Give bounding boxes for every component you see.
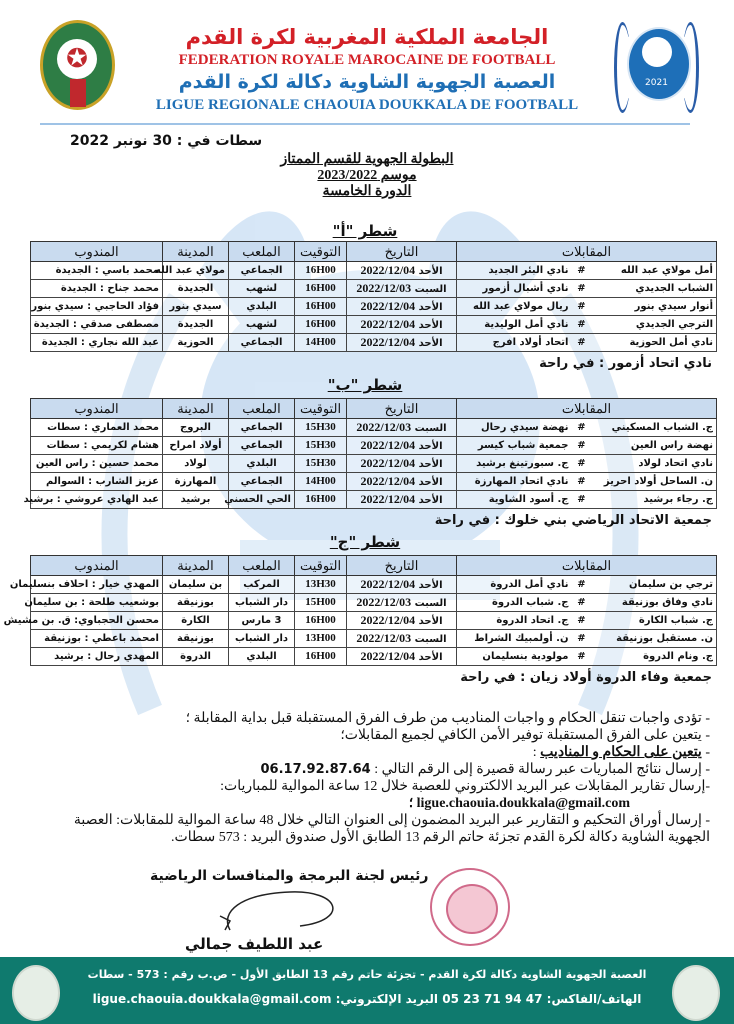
column-header-delegate: المندوب [31,242,163,262]
column-header-delegate: المندوب [31,556,163,576]
match-date [347,419,457,437]
match-time: 16H00 [295,491,347,509]
home-team: أنوار سيدي بنور [592,298,717,316]
match-date [347,298,457,316]
match-day: الأحد [418,476,443,488]
note-6: - إرسال أوراق التحكيم و التقارير عبر البريد المضمون إلى العنوان التالي خلال 48 ساعة الموالية للمقابلات: العصبة الجهوية الشاوية دكالة لكرة القدم تجزئة حاتم الرقم 13 الطابق الأول صندوق البريد : 573 سطات. [73,813,710,845]
home-team: نادي اتحاد لولاد [592,455,717,473]
column-header-date: التاريخ [347,556,457,576]
column-header-time: التوقيت [295,399,347,419]
home-team: أمل مولاي عبد الله [592,262,717,280]
column-header-stadium: الملعب [229,556,295,576]
season-title: موسم 2023/2022 [317,168,417,183]
match-date [347,473,457,491]
versus-separator: # [572,419,592,437]
versus-separator: # [572,316,592,334]
match-city: مولاي عبد الله [163,262,229,280]
home-team: ج. الشباب المسكيني [592,419,717,437]
home-team: نادي أمل الحوزية [592,334,717,352]
match-time: 16H00 [295,280,347,298]
table-row [31,419,717,437]
match-stadium: لشهب [229,280,295,298]
table-row [31,298,717,316]
column-header-date: التاريخ [347,242,457,262]
match-city: البروج [163,419,229,437]
match-delegate: بوشعيب طلحة : بن سليمان [31,594,163,612]
match-stadium: دار الشباب [229,594,295,612]
away-team: نهضة سيدي رحال [457,419,572,437]
match-date-value: 2022/12/04 [360,473,416,488]
document-header [0,0,734,125]
match-stadium: الجماعي [229,419,295,437]
table-row [31,648,717,666]
footer-logo-right [672,965,720,1021]
match-delegate: فؤاد الحاجبي : سيدي بنور [31,298,163,316]
match-date-value: 2022/12/04 [360,612,416,627]
match-stadium: الحي الحسني [229,491,295,509]
match-city: سيدي بنور [163,298,229,316]
note-3: - يتعين على الحكام و المناديب : [532,745,710,760]
table-row [31,437,717,455]
column-header-matches: المقابلات [457,556,717,576]
table-row [31,612,717,630]
column-header-delegate: المندوب [31,399,163,419]
match-time: 16H00 [295,648,347,666]
match-day: السبت [414,633,447,645]
match-day: الأحد [418,440,443,452]
note-2: - يتعين على الفرق المستقبلة توفير الأمن الكافي لجميع المقابلات؛ [340,728,710,743]
versus-separator: # [572,262,592,280]
table-row [31,262,717,280]
match-stadium: الجماعي [229,262,295,280]
match-delegate: عزيز الشارب : السوالم [31,473,163,491]
group-title: شطر "ج" [329,533,401,551]
home-team: ن. مستقبل بوزنيقة [592,630,717,648]
match-city: الدروة [163,648,229,666]
schedule-table [3,555,717,666]
header-divider [40,123,690,125]
versus-separator: # [572,630,592,648]
footer-address: العصبة الجهوية الشاوية دكالة لكرة القدم - تجزئة حاتم رقم 13 الطابق الأول - ص.ب رقم : 573 - سطات [87,968,647,981]
match-day: الأحد [418,579,443,591]
versus-separator: # [572,280,592,298]
document-date: سطات في : 30 نونبر 2022 [70,133,263,149]
away-team: ن. أولمبيك الشراط [457,630,572,648]
match-city: الكارة [163,612,229,630]
star-icon: ✪ [66,44,88,74]
match-date-value: 2022/12/03 [356,594,412,609]
match-day: الأحد [418,651,443,663]
match-delegate: محمد باسي : الجديدة [31,262,163,280]
home-team: الشباب الجديدي [592,280,717,298]
match-city: أولاد امراح [163,437,229,455]
match-time: 15H00 [295,594,347,612]
match-stadium: البلدي [229,298,295,316]
home-team: ترجي بن سليمان [592,576,717,594]
match-time: 16H00 [295,298,347,316]
match-date-value: 2022/12/03 [356,280,412,295]
away-team: مولودية بنسليمان [457,648,572,666]
match-date [347,316,457,334]
document-footer [0,957,734,1024]
schedule-table [30,241,717,352]
table-row [31,630,717,648]
resting-team: نادي اتحاد أزمور : في راحة [539,356,712,371]
match-delegate: محمد حسين : راس العين [31,455,163,473]
table-header-row [31,242,717,262]
results-phone: 06.17.92.87.64 [260,762,371,777]
table-row [31,316,717,334]
column-header-matches: المقابلات [457,399,717,419]
match-time: 13H30 [295,576,347,594]
versus-separator: # [572,455,592,473]
away-team: اتحاد أولاد افرج [457,334,572,352]
column-header-matches: المقابلات [457,242,717,262]
match-time: 14H00 [295,334,347,352]
match-date [347,280,457,298]
document-titles [0,152,734,200]
versus-separator: # [572,576,592,594]
match-stadium: البلدي [229,455,295,473]
match-delegate: امحمد باعطي : بوزنيقة [31,630,163,648]
match-delegate: مصطفى صدقي : الجديدة [31,316,163,334]
home-team: ج. رجاء برشيد [592,491,717,509]
match-date [347,437,457,455]
table-row [31,491,717,509]
league-title-french: LIGUE REGIONALE CHAOUIA DOUKKALA DE FOOTBALL [155,97,579,113]
group-title: شطر "أ" [332,222,398,240]
match-time: 16H00 [295,612,347,630]
away-team: جمعية شباب كيسر [457,437,572,455]
match-delegate: عبد الهادي عروشي : برشيد [31,491,163,509]
away-team: نادي أمل الدروة [457,576,572,594]
table-row [31,473,717,491]
match-date [347,648,457,666]
match-date-value: 2022/12/04 [360,298,416,313]
match-city: لولاد [163,455,229,473]
match-time: 16H00 [295,262,347,280]
match-date [347,630,457,648]
match-day: السبت [414,597,447,609]
home-team: نادي وفاق بوزنيقة [592,594,717,612]
away-team: نادي أشبال أزمور [457,280,572,298]
match-stadium: الجماعي [229,437,295,455]
column-header-date: التاريخ [347,399,457,419]
match-time: 15H30 [295,437,347,455]
column-header-city: المدينة [163,242,229,262]
column-header-city: المدينة [163,556,229,576]
table-row [31,455,717,473]
match-day: الأحد [418,615,443,627]
match-stadium: الجماعي [229,473,295,491]
resting-team: جمعية وفاء الدروة أولاد زيان : في راحة [460,670,712,685]
match-date [347,491,457,509]
match-date [347,612,457,630]
versus-separator: # [572,491,592,509]
column-header-time: التوقيت [295,556,347,576]
match-delegate: محمد العماري : سطات [31,419,163,437]
note-5: -إرسال تقارير المقابلات عبر البريد الالكتروني للعصبة خلال 12 ساعة الموالية للمباريات: [220,779,710,794]
table-row [31,280,717,298]
federation-title-french: FEDERATION ROYALE MAROCAINE DE FOOTBALL [178,52,556,68]
home-team: ج. شباب الكارة [592,612,717,630]
table-header-row [31,556,717,576]
match-city: الجديدة [163,316,229,334]
home-team: ن. الساحل أولاد احريز [592,473,717,491]
home-team: الترجي الجديدي [592,316,717,334]
match-time: 16H00 [295,316,347,334]
match-time: 14H00 [295,473,347,491]
table-header-row [31,399,717,419]
official-stamp [430,868,510,946]
match-date [347,576,457,594]
column-header-city: المدينة [163,399,229,419]
versus-separator: # [572,437,592,455]
signature-scribble [200,886,350,934]
match-time: 15H30 [295,455,347,473]
match-city: المهارزة [163,473,229,491]
match-date-value: 2022/12/04 [360,316,416,331]
group-title: شطر "ب" [327,376,403,394]
footer-logo-left [12,965,60,1021]
match-city: الحوزية [163,334,229,352]
match-date-value: 2022/12/04 [360,334,416,349]
table-row [31,576,717,594]
signatory-name: عبد اللطيف جمالي [185,935,324,953]
match-city: بن سليمان [163,576,229,594]
match-delegate: المهدي خيار : احلاف بنسليمان [31,576,163,594]
away-team: نادي اتحاد المهارزة [457,473,572,491]
match-date-value: 2022/12/04 [360,455,416,470]
match-stadium: المركب [229,576,295,594]
match-day: الأحد [418,301,443,313]
instructions [38,710,710,846]
away-team: نادي أمل الوليدية [457,316,572,334]
home-team: نهضة راس العين [592,437,717,455]
match-delegate: محمد جناح : الجديدة [31,280,163,298]
logo-year: 2021 [645,78,668,88]
schedule-table [23,398,717,509]
match-date-value: 2022/12/04 [360,262,416,277]
match-city: الجديدة [163,280,229,298]
league-title-arabic: العصبة الجهوية الشاوية دكالة لكرة القدم [178,71,556,93]
match-stadium: لشهب [229,316,295,334]
away-team: ج. شباب الدروة [457,594,572,612]
match-time: 13H00 [295,630,347,648]
resting-team: جمعية الاتحاد الرياضي بني خلوك : في راحة [434,513,712,528]
match-delegate: محسن الحجباوي: ق. بن مشيش [31,612,163,630]
match-date-value: 2022/12/04 [360,576,416,591]
note-3-heading: يتعين على الحكام و المناديب [540,745,702,760]
match-delegate: هشام لكريمي : سطات [31,437,163,455]
match-day: الأحد [418,494,443,506]
match-day: السبت [414,283,447,295]
away-team: ج. سبورتينغ برشيد [457,455,572,473]
signatory-title: رئيس لجنة البرمجة والمنافسات الرياضية [150,868,429,884]
match-date-value: 2022/12/04 [360,491,416,506]
match-day: الأحد [418,458,443,470]
match-date-value: 2022/12/03 [356,630,412,645]
match-date [347,334,457,352]
footer-contact: الهاتف/الفاكس: 47 94 71 23 05 البريد الإلكتروني: ligue.chaouia.doukkala@gmail.com [92,992,642,1006]
round-title: الدورة الخامسة [322,184,412,199]
match-date [347,594,457,612]
versus-separator: # [572,334,592,352]
match-city: بوزنيقة [163,630,229,648]
match-date [347,262,457,280]
away-team: ريال مولاي عبد الله [457,298,572,316]
match-stadium: 3 مارس [229,612,295,630]
match-delegate: عبد الله نجاري : الجديدة [31,334,163,352]
reports-email: ligue.chaouia.doukkala@gmail.com ؛ [408,796,630,811]
match-day: الأحد [418,337,443,349]
versus-separator: # [572,594,592,612]
away-team: نادي البئر الجديد [457,262,572,280]
match-stadium: الجماعي [229,334,295,352]
match-day: الأحد [418,265,443,277]
match-date-value: 2022/12/04 [360,648,416,663]
note-1: - تؤدى واجبات تنقل الحكام و واجبات المناديب من طرف الفرق المستقبلة قبل بداية المقابلة ؛ [185,711,710,726]
versus-separator: # [572,298,592,316]
match-city: برشيد [163,491,229,509]
column-header-time: التوقيت [295,242,347,262]
note-4: - إرسال نتائج المباريات عبر رسالة قصيرة إلى الرقم التالي : 06.17.92.87.64 [260,762,710,777]
table-row [31,594,717,612]
match-day: الأحد [418,319,443,331]
away-team: ج. اتحاد الدروة [457,612,572,630]
versus-separator: # [572,473,592,491]
column-header-stadium: الملعب [229,399,295,419]
match-day: السبت [414,422,447,434]
table-row [31,334,717,352]
match-date-value: 2022/12/03 [356,419,412,434]
federation-title-arabic: الجامعة الملكية المغربية لكرة القدم [185,25,549,49]
match-date-value: 2022/12/04 [360,437,416,452]
match-stadium: دار الشباب [229,630,295,648]
championship-title: البطولة الجهوية للقسم الممتاز [280,152,454,167]
home-team: ج. ونام الدروة [592,648,717,666]
column-header-stadium: الملعب [229,242,295,262]
match-time: 15H30 [295,419,347,437]
match-date [347,455,457,473]
match-city: بوزنيقة [163,594,229,612]
away-team: ج. أسود الشاوية [457,491,572,509]
match-delegate: المهدي رحال : برشيد [31,648,163,666]
match-stadium: البلدي [229,648,295,666]
versus-separator: # [572,648,592,666]
versus-separator: # [572,612,592,630]
